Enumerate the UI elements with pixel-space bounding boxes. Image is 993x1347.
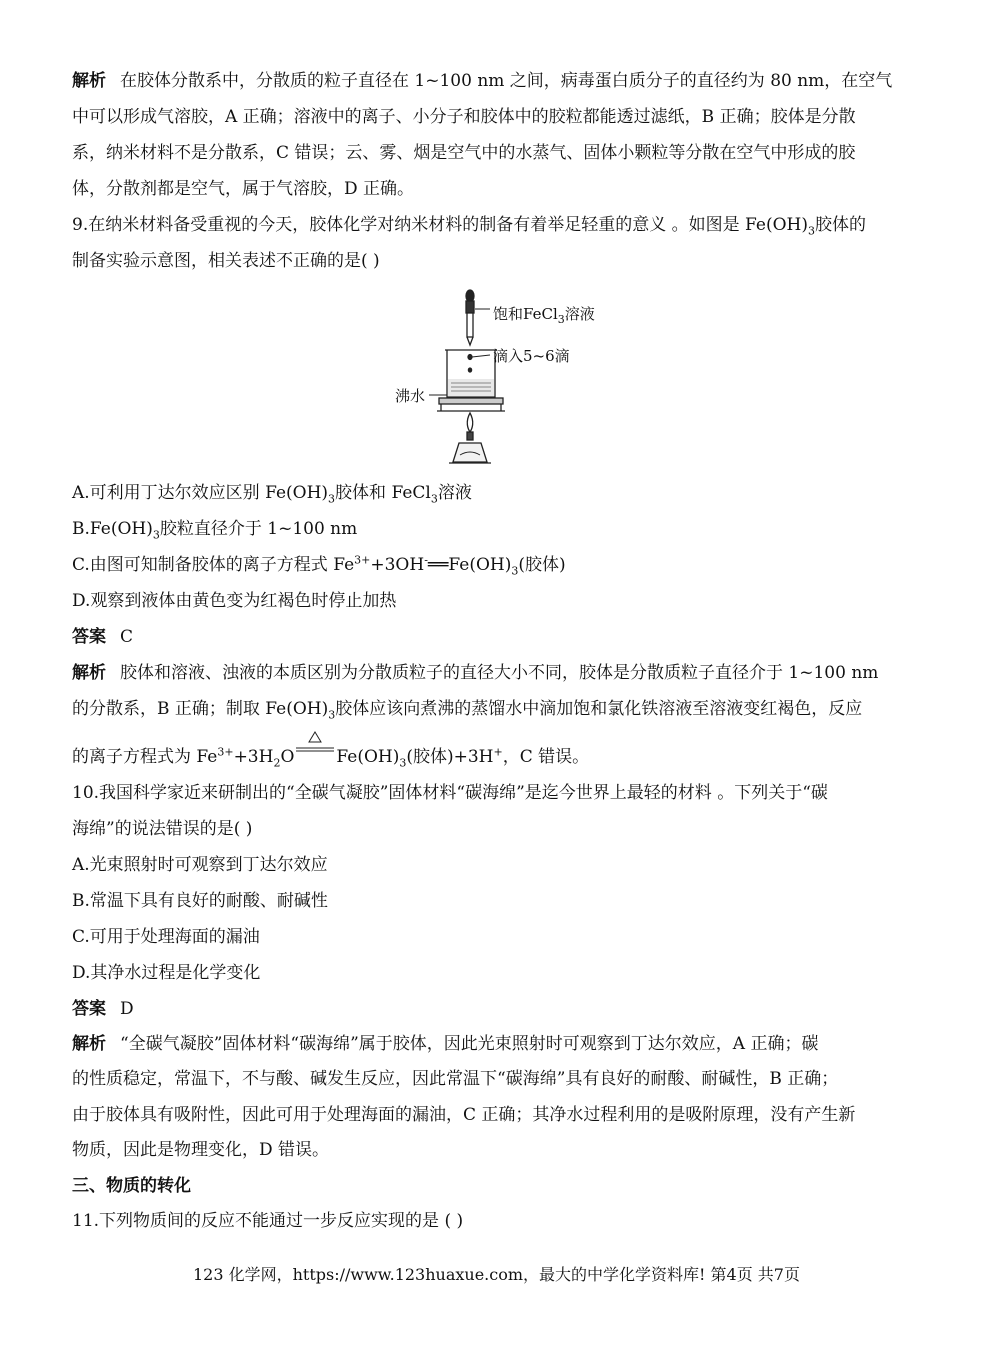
dropper [466,290,474,345]
q11-stem: 11.下列物质间的反应不能通过一步反应实现的是 ( ) [72,1211,464,1231]
q10-option-d: D.其净水过程是化学变化 [72,963,261,983]
q10-analysis-line-2: 的性质稳定，常温下，不与酸、碱发生反应，因此常温下“碳海绵”具有良好的耐酸、耐碱性，B 正确； [72,1069,839,1089]
q10-option-a: A.光束照射时可观察到丁达尔效应 [72,855,328,875]
tripod-gauze [437,398,505,411]
analysis-label: 解析 [72,663,106,683]
q10-stem-line-2: 海绵”的说法错误的是( ) [72,819,253,839]
q9-analysis-line-3: 的离子方程式为 $Fe^{3+}+3H_2O$ $Fe(OH)_3$(胶体)+3H+，C 错误。 [72,744,924,770]
answer-label: 答案 [72,627,106,647]
q10-answer [72,996,924,1022]
q8-analysis-line-1: 解析 在胶体分散系中，分散质的粒子直径在 1~100 nm 之间，病毒蛋白质分子的直径约为 80 nm，在空气 [72,71,893,91]
label-saturated-fecl3: 饱和FeCl$_3$溶液 [493,305,595,326]
q10-analysis-line-1: 解析 “全碳气凝胶”固体材料“碳海绵”属于胶体，因此光束照射时可观察到丁达尔效应，A 正确；碳 [72,1034,819,1054]
q10-analysis-line-4: 物质，因此是物理变化，D 错误。 [72,1140,330,1160]
section-heading: 三、物质的转化 [72,1176,191,1196]
heat-delta-sign [294,744,336,764]
analysis-label: 解析 [72,71,106,91]
page-footer: 123 化学网，https://www.123huaxue.com，最大的中学化学资料库! 第4页 共7页 [193,1265,800,1284]
answer-value: D [120,999,134,1019]
q10-analysis-line-3: 由于胶体具有吸附性，因此可用于处理海面的漏油，C 正确；其净水过程利用的是吸附原理，没有产生新 [72,1105,856,1125]
analysis-label: 解析 [72,1034,106,1054]
apparatus-figure [395,287,605,472]
answer-value: C [120,627,134,647]
q9-option-b: $B.Fe(OH)_3$胶粒直径介于 1~100 nm [72,519,358,542]
answer-label: 答案 [72,999,106,1019]
label-add-drops: 滴入5~6滴 [493,347,570,365]
q9-answer [72,624,924,650]
q10-option-c: C.可用于处理海面的漏油 [72,927,260,947]
q9-analysis-line-2: 的分散系，B 正确；制取 $Fe(OH)_3$胶体应该向煮沸的蒸馏水中滴加饱和氯化铁溶液至溶液变红褐色，反应 [72,699,863,722]
q9-option-c: C.由图可知制备胶体的离子方程式 $Fe^{3+}+3OH^-══Fe(OH)_3$(胶体) [72,553,566,578]
label-boiling-water: 沸水 [395,387,426,405]
q9-stem-line-1: 9.在纳米材料备受重视的今天，胶体化学对纳米材料的制备有着举足轻重的意义 。如图是 $Fe(OH)_3$胶体的 [72,215,866,238]
q8-analysis-line-3: 系，纳米材料不是分散系，C 错误；云、雾、烟是空气中的水蒸气、固体小颗粒等分散在空气中形成的胶 [72,143,856,163]
beaker [445,350,497,397]
q9-stem-line-2: 制备实验示意图，相关表述不正确的是( ) [72,251,380,271]
q8-analysis-line-2: 中可以形成气溶胶，A 正确；溶液中的离子、小分子和胶体中的胶粒都能透过滤纸，B 正确；胶体是分散 [72,107,856,127]
q8-analysis-line-4: 体，分散剂都是空气，属于气溶胶，D 正确。 [72,179,415,199]
q9-option-a: A.可利用丁达尔效应区别 $Fe(OH)_3$胶体和 FeCl$_3$溶液 [72,483,472,506]
q10-option-b: B.常温下具有良好的耐酸、耐碱性 [72,891,328,911]
alcohol-lamp [449,413,491,463]
q10-stem-line-1: 10.我国科学家近来研制出的“全碳气凝胶”固体材料“碳海绵”是迄今世界上最轻的材料 。下列关于“碳 [72,783,828,803]
q9-analysis-line-1: 解析 胶体和溶液、浊液的本质区别为分散质粒子的直径大小不同，胶体是分散质粒子直径介于 1~100 nm [72,663,879,683]
q9-option-d: D.观察到液体由黄色变为红褐色时停止加热 [72,591,397,611]
